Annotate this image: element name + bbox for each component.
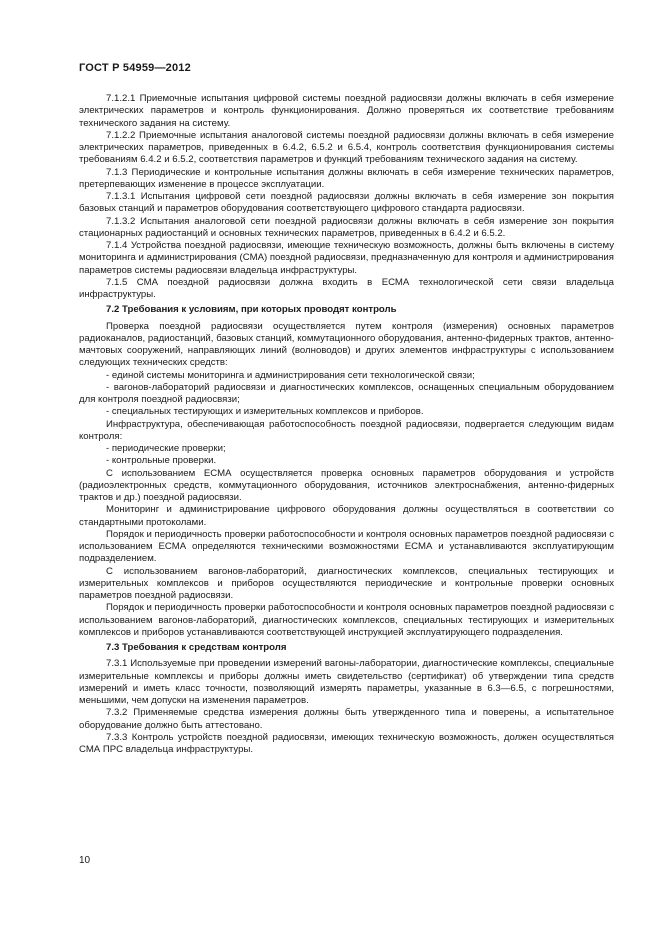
paragraph: - специальных тестирующих и измерительных комплексов и приборов.	[106, 406, 424, 418]
paragraph: С использованием вагонов-лабораторий, диагностических комплексов, специальных тестирующих и измерительных комплексов и приборов осуществляются периодические и контрольные проверки основных параметров поездной радиосвязи.	[79, 565, 614, 601]
paragraph: - вагонов-лабораторий радиосвязи и диагностических комплексов, оснащенных специальным оборудованием для контроля поездной радиосвязи;	[79, 381, 614, 405]
paragraph: 7.1.4 Устройства поездной радиосвязи, имеющие техническую возможность, должны быть включены в систему мониторинга и администрирования (СМА) поездной радиосвязи, предназначенную для контроля и администрирования параметров системы радиосвязи владельца инфраструктуры.	[79, 240, 614, 276]
paragraph: 7.3.3 Контроль устройств поездной радиосвязи, имеющих техническую возможность, должен осуществляться СМА ПРС владельца инфраструктуры.	[79, 731, 614, 755]
paragraph: 7.3.1 Используемые при проведении измерений вагоны-лаборатории, диагностические комплексы, специальные измерительные комплексы и приборы должны иметь свидетельство (сертификат) об утверждении типа средств измерений и иметь класс точности, позволяющий измерять параметры, указанные в 6.3—6.5, с погрешностями, меньшими, чем допуски на изменения параметров.	[79, 658, 614, 706]
section-heading: 7.3 Требования к средствам контроля	[106, 642, 287, 653]
paragraph: 7.1.3.1 Испытания цифровой сети поездной радиосвязи должны включать в себя измерение зон покрытия базовых станций и параметров оборудования соответствующего цифрового стандарта радиосвязи.	[79, 191, 614, 215]
paragraph: 7.1.3.2 Испытания аналоговой сети поездной радиосвязи должны включать в себя измерение зон покрытия стационарных радиостанций и основных технических параметров, приведенных в 6.4.2 и 6.5.2.	[79, 215, 614, 239]
paragraph: 7.3.2 Применяемые средства измерения должны быть утвержденного типа и поверены, а испытательное оборудование должно быть аттестовано.	[79, 707, 614, 731]
document-header: ГОСТ Р 54959—2012	[79, 62, 191, 74]
paragraph: С использованием ЕСМА осуществляется проверка основных параметров оборудования и устройств (радиоэлектронных средств, коммутационного оборудования, источников электроснабжения, антенно-фидерных трактов и др.) поездной радиосвязи.	[79, 467, 614, 503]
section-heading: 7.2 Требования к условиям, при которых проводят контроль	[106, 304, 397, 316]
paragraph: - контрольные проверки.	[106, 455, 217, 467]
paragraph: Порядок и периодичность проверки работоспособности и контроля основных параметров поездной радиосвязи с использованием ЕСМА определяются техническими возможностями ЕСМА и устанавливаются эксплуатирующим подразделением.	[79, 528, 614, 565]
document-body	[79, 93, 614, 756]
paragraph: 7.1.5 СМА поездной радиосвязи должна входить в ЕСМА технологической сети связи владельца инфраструктуры.	[79, 276, 614, 300]
paragraph: Мониторинг и администрирование цифрового оборудования должны осуществляться в соответствии со стандартными протоколами.	[79, 504, 614, 528]
page-number: 10	[79, 855, 91, 866]
paragraph: Инфраструктура, обеспечивающая работоспособность поездной радиосвязи, подвергается следующим видам контроля:	[79, 418, 614, 442]
paragraph: 7.1.2.1 Приемочные испытания цифровой системы поездной радиосвязи должны включать в себя измерение электрических параметров и контроль функционирования. Должно проверяться их соответствие требованиям технического задания на систему.	[79, 93, 614, 129]
paragraph: Порядок и периодичность проверки работоспособности и контроля основных параметров поездной радиосвязи с использованием вагонов-лабораторий, диагностических комплексов, специальных тестирующих и измерительных комплексов и приборов устанавливаются соответствующей инструкцией эксплуатирующего подразделения.	[79, 602, 614, 638]
paragraph: 7.1.3 Периодические и контрольные испытания должны включать в себя измерение технических параметров, претерпевающих изменение в процессе эксплуатации.	[79, 166, 614, 190]
paragraph: 7.1.2.2 Приемочные испытания аналоговой системы поездной радиосвязи должны включать в себя измерение электрических параметров, приведенных в 6.4.2, 6.5.2 и 6.5.4, контроль соответствия функционирования системы требованиям 6.4.2 и 6.5.2, соответствия параметров и функций требованиям технического задания на систему.	[79, 129, 614, 166]
paragraph: - периодические проверки;	[106, 443, 226, 454]
paragraph: - единой системы мониторинга и администрирования сети технологической связи;	[106, 369, 475, 381]
paragraph: Проверка поездной радиосвязи осуществляется путем контроля (измерения) основных параметров радиоканалов, радиостанций, базовых станций, коммутационного оборудования, антенно-фидерных трактов, антенно-мачтовых сооружений, направляющих линий (волноводов) и других элементов инфраструктуры с использованием следующих технических средств:	[79, 320, 614, 369]
